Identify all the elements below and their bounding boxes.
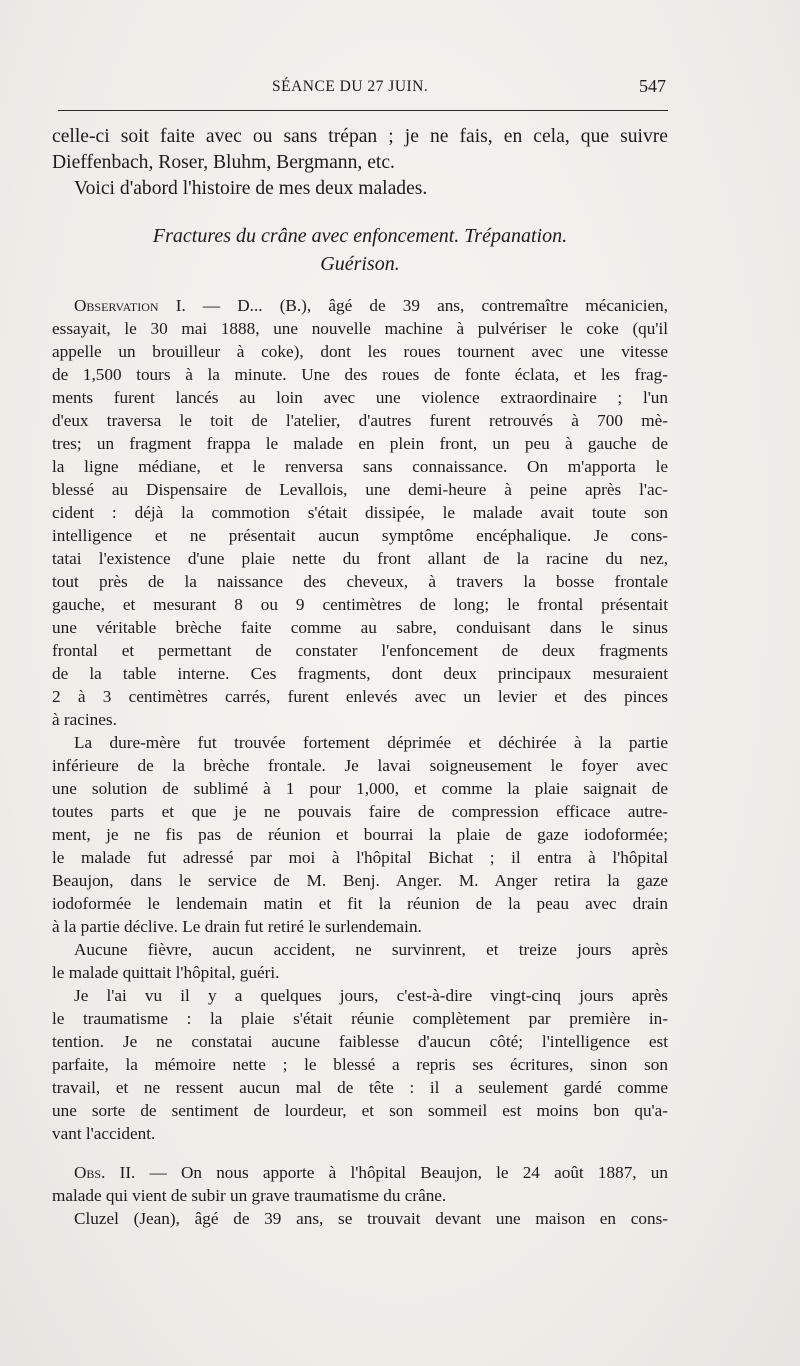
text-line: de la table interne. Ces fragments, dont deux principaux mesuraient bbox=[52, 664, 668, 683]
page-header bbox=[58, 76, 668, 100]
text-line: gauche, et mesurant 8 ou 9 centimètres de long; le frontal présentait bbox=[52, 595, 668, 614]
text-line: Beaujon, dans le service de M. Benj. Anger. M. Anger retira la gaze bbox=[52, 871, 668, 890]
text-line: cident : déjà la commotion s'était dissipée, le malade avait toute son bbox=[52, 503, 668, 522]
text-line: Je l'ai vu il y a quelques jours, c'est-à-dire vingt-cinq jours après bbox=[74, 986, 668, 1005]
text-line: essayait, le 30 mai 1888, une nouvelle machine à pulvériser le coke (qu'il bbox=[52, 319, 668, 338]
text-line: d'eux traversa le toit de l'atelier, d'autres furent retrouvés à 700 mè- bbox=[52, 411, 668, 430]
text-line: tout près de la naissance des cheveux, à travers la bosse frontale bbox=[52, 572, 668, 591]
text-line: parfaite, la mémoire nette ; le blessé a repris ses écritures, sinon son bbox=[52, 1055, 668, 1074]
text-line: inférieure de la brèche frontale. Je lavai soigneusement le foyer avec bbox=[52, 756, 668, 775]
page-number: 547 bbox=[639, 76, 666, 96]
text-line: Voici d'abord l'histoire de mes deux malades. bbox=[74, 178, 428, 199]
text-line: vant l'accident. bbox=[52, 1124, 156, 1143]
intro-paragraph bbox=[52, 124, 668, 202]
text-line: Dieffenbach, Roser, Bluhm, Bergmann, etc. bbox=[52, 152, 395, 173]
text-line: La dure-mère fut trouvée fortement déprimée et déchirée à la partie bbox=[74, 733, 668, 752]
text-line: frontal et permettant de constater l'enfoncement de deux fragments bbox=[52, 641, 668, 660]
text-line: de 1,500 tours à la minute. Une des roues de fonte éclata, et les frag- bbox=[52, 365, 668, 384]
header-rule bbox=[58, 110, 668, 111]
section-title-line: Fractures du crâne avec enfoncement. Trépanation. bbox=[152, 225, 568, 247]
text-line: celle-ci soit faite avec ou sans trépan ; je ne fais, en cela, que suivre bbox=[52, 126, 668, 147]
section-title-line: Guérison. bbox=[320, 253, 400, 275]
text-line: tention. Je ne constatai aucune faiblesse d'aucun côté; l'intelligence est bbox=[52, 1032, 668, 1051]
text-line: la ligne médiane, et le renversa sans connaissance. On m'apporta le bbox=[52, 457, 668, 476]
running-title: SÉANCE DU 27 JUIN. bbox=[272, 78, 429, 95]
text-line: le malade quittait l'hôpital, guéri. bbox=[52, 963, 280, 982]
observation-text: — On nous apporte à l'hôpital Beaujon, le 24 août 1887, un bbox=[135, 1163, 668, 1182]
observation-label: Observation I. bbox=[74, 296, 186, 315]
text-line: une sorte de sentiment de lourdeur, et son sommeil est moins bon qu'a- bbox=[52, 1101, 668, 1120]
text-line: une véritable brèche faite comme au sabre, conduisant dans le sinus bbox=[52, 618, 668, 637]
text-line: malade qui vient de subir un grave traumatisme du crâne. bbox=[52, 1186, 447, 1205]
text-line bbox=[52, 294, 668, 317]
text-line: ments furent lancés au loin avec une violence extraordinaire ; l'un bbox=[52, 388, 668, 407]
text-line: le traumatisme : la plaie s'était réunie complètement par première in- bbox=[52, 1009, 668, 1028]
text-line: Aucune fièvre, aucun accident, ne survinrent, et treize jours après bbox=[74, 940, 668, 959]
observation-text: — D... (B.), âgé de 39 ans, contremaître mécanicien, bbox=[185, 296, 668, 315]
text-line: tres; un fragment frappa le malade en plein front, un peu à gauche de bbox=[52, 434, 668, 453]
text-line: à la partie déclive. Le drain fut retiré le surlendemain. bbox=[52, 917, 422, 936]
text-line: Cluzel (Jean), âgé de 39 ans, se trouvait devant une maison en cons- bbox=[74, 1209, 668, 1228]
observation-label: Obs. II. bbox=[74, 1163, 136, 1182]
text-line: toutes parts et que je ne pouvais faire de compression efficace autre- bbox=[52, 802, 668, 821]
observation-2 bbox=[52, 1161, 668, 1230]
text-line: 2 à 3 centimètres carrés, furent enlevés avec un levier et des pinces bbox=[52, 687, 668, 706]
text-line: intelligence et ne présentait aucun symptôme encéphalique. Je cons- bbox=[52, 526, 668, 545]
text-line: appelle un brouilleur à coke), dont les roues tournent avec une vitesse bbox=[52, 342, 668, 361]
text-line bbox=[52, 1161, 668, 1184]
text-line: travail, et ne ressent aucun mal de tête : il a seulement gardé comme bbox=[52, 1078, 668, 1097]
text-line: ment, je ne fis pas de réunion et bourrai la plaie de gaze iodoformée; bbox=[52, 825, 668, 844]
text-line: tatai l'existence d'une plaie nette du front allant de la racine du nez, bbox=[52, 549, 668, 568]
section-title bbox=[52, 222, 668, 278]
body-text bbox=[52, 124, 668, 1230]
text-line: à racines. bbox=[52, 710, 117, 729]
observation-1 bbox=[52, 294, 668, 1145]
text-line: une solution de sublimé à 1 pour 1,000, et comme la plaie saignait de bbox=[52, 779, 668, 798]
text-line: le malade fut adressé par moi à l'hôpital Bichat ; il entra à l'hôpital bbox=[52, 848, 668, 867]
text-line: iodoformée le lendemain matin et fit la réunion de la peau avec drain bbox=[52, 894, 668, 913]
text-line: blessé au Dispensaire de Levallois, une demi-heure à peine après l'ac- bbox=[52, 480, 668, 499]
